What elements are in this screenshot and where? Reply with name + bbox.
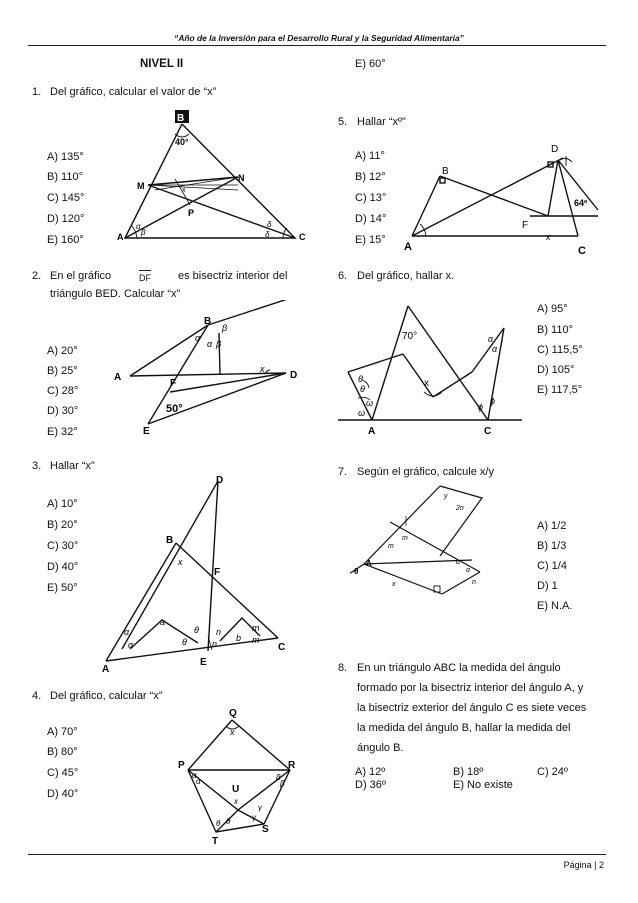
option-e: E) N.A. [537,600,573,612]
svg-text:ϕ: ϕ [478,402,484,412]
option-e: E) No existe [453,779,513,791]
option-b: B) 12° [355,171,386,183]
svg-text:α: α [492,344,498,354]
option-e: E) 50° [47,582,78,594]
problem-statement [357,658,607,758]
label-b: B [166,535,174,546]
svg-text:α: α [128,640,134,650]
angle-label: 50° [166,403,183,415]
svg-text:θ: θ [226,817,231,826]
option-c: C) 1/4 [537,560,567,572]
label-n: N [238,173,245,183]
figure-triangle-mnp [115,108,315,248]
label-f: F [170,378,177,389]
svg-text:β: β [276,773,281,782]
figure-quadrilateral-pqrs [170,700,315,845]
svg-text:ϕ: ϕ [490,396,496,406]
svg-text:2n: 2n [456,505,464,512]
svg-text:α: α [124,627,130,637]
problem-statement: Hallar “x” [50,460,95,472]
problem-statement: Hallar “xº” [357,116,406,128]
figure-angles-xy [350,482,500,607]
statement-line: ángulo B. [357,742,404,754]
problem-statement: Del gráfico, hallar x. [357,270,455,282]
figure-points-abcdf [398,140,608,258]
label-f: F [522,220,529,231]
svg-text:γ: γ [258,803,262,812]
angle-label: 64º [574,198,588,208]
option-b: B) 25° [47,365,78,377]
svg-text:n: n [216,627,222,637]
problem-4-option-e: E) 60° [355,58,386,70]
label-p: P [188,208,195,218]
svg-text:α: α [488,334,494,344]
label-a: A [114,372,122,383]
svg-text:θ: θ [194,625,199,635]
problem-number: 2. [32,270,42,282]
svg-text:x: x [178,557,183,567]
svg-text:y: y [444,493,448,500]
problem-statement-part: En el gráfico [50,270,112,282]
option-a: A) 95° [537,303,568,315]
label-d: D [290,370,298,381]
svg-text:m: m [388,543,394,550]
svg-text:n: n [212,639,218,649]
svg-text:β: β [216,339,222,349]
svg-text:n: n [472,579,476,586]
svg-text:x: x [182,187,186,194]
svg-text:x: x [392,581,396,588]
option-e: E) 32° [47,426,78,438]
svg-text:δ: δ [265,230,270,239]
problem-number: 6. [338,270,348,282]
option-b: B) 110° [47,171,83,183]
label-b: B [177,113,185,124]
label-a: A [368,426,376,437]
svg-text:x: x [546,232,551,242]
label-b: B [442,166,449,177]
svg-text:x: x [230,727,235,737]
svg-text:γ: γ [252,813,256,822]
label-q: Q [229,708,237,719]
option-c: C) 115,5° [537,344,583,356]
problem-statement: Según el gráfico, calcule x/y [357,466,494,478]
label-b: B [204,316,212,327]
option-b: B) 1/3 [537,540,567,552]
label-a: A [102,664,110,673]
option-a: A) 20° [47,345,78,357]
option-b: B) 110° [537,324,573,336]
header-rule [28,45,606,46]
label-u: U [232,784,240,795]
svg-text:α: α [196,777,201,786]
figure-triangle-abc [100,473,295,673]
problem-statement-part: es bisectriz interior del [178,270,288,282]
label-t: T [212,836,219,845]
figure-bisector-df [110,300,310,440]
option-b: B) 18º [453,766,484,778]
option-c: C) 145° [47,192,85,204]
svg-text:α: α [192,771,197,780]
option-a: A) 12º [355,766,386,778]
problem-statement: Del gráfico, calcular el valor de “x” [50,86,217,98]
svg-text:α: α [207,339,213,349]
option-d: D) 105° [537,364,575,376]
statement-line: la medida del ángulo B, hallar la medida del [357,722,571,734]
svg-text:A: A [366,559,372,568]
svg-text:b: b [236,633,242,643]
page-number: Página | 2 [563,860,604,870]
option-a: A) 10° [47,498,78,510]
label-d: D [216,475,224,486]
svg-text:θ: θ [182,637,187,647]
option-b: B) 20° [47,519,78,531]
option-c: C) 13° [355,192,387,204]
label-e: E [200,657,207,668]
label-e: E [143,426,150,437]
problem-number: 8. [338,662,348,674]
svg-text:θ: θ [216,819,221,828]
option-a: A) 135° [47,151,84,163]
segment-df: DF [139,270,151,285]
svg-text:β: β [280,779,285,788]
label-c: C [299,232,306,242]
problem-number: 4. [32,690,42,702]
label-c: C [484,426,492,437]
footer-rule [28,854,606,855]
svg-text:θ: θ [354,567,359,576]
statement-line: En un triángulo ABC la medida del ángulo [357,662,561,674]
label-r: R [288,760,296,771]
label-c: C [278,642,286,653]
statement-line: la bisectriz exterior del ángulo C es siete veces [357,702,587,714]
option-a: A) 70° [47,726,78,738]
label-a: A [117,232,124,242]
option-e: E) 160° [47,234,84,246]
label-f: F [214,567,221,578]
problem-statement: Del gráfico, calcular “x” [50,690,163,702]
level-title: NIVEL II [140,58,184,70]
option-d: D) 40° [47,788,79,800]
label-d: D [551,144,559,155]
figure-pentagon-ac [338,292,528,437]
option-b: B) 80° [47,746,78,758]
label-p: P [178,760,185,771]
option-d: D) 14° [355,213,387,225]
problem-statement-part: triángulo BED. Calcular “x” [50,288,181,300]
svg-text:δ: δ [267,220,272,229]
svg-text:α: α [136,222,141,231]
svg-text:β: β [222,323,228,333]
option-c: C) 24º [537,766,568,778]
option-d: D) 120° [47,213,85,225]
svg-text:x: x [234,797,238,806]
option-a: A) 11° [355,150,385,162]
svg-text:ω: ω [358,408,366,418]
option-d: D) 36º [355,779,386,791]
label-a: A [404,241,412,253]
svg-text:m: m [402,535,408,542]
page-header: “Año de la Inversión para el Desarrollo Rural y la Seguridad Alimentaria” [174,33,464,43]
option-c: C) 30° [47,540,79,552]
option-c: C) 45° [47,767,79,779]
problem-number: 5. [338,116,348,128]
svg-text:a: a [160,617,166,627]
svg-text:ω: ω [366,398,374,408]
svg-text:x: x [424,378,429,389]
svg-text:α: α [195,333,201,343]
svg-text:α: α [456,559,460,566]
option-a: A) 1/2 [537,520,567,532]
svg-text:θ: θ [358,374,363,384]
option-e: E) 117,5° [537,384,583,396]
problem-number: 3. [32,460,42,472]
option-e: E) 15° [355,234,386,246]
option-d: D) 40° [47,561,79,573]
option-d: D) 1 [537,580,558,592]
svg-text:α: α [466,567,470,574]
option-c: C) 28° [47,385,79,397]
angle-label: 70° [402,331,418,342]
svg-text:θ: θ [360,384,365,394]
angle-b-label: 40° [175,137,189,147]
option-d: D) 30° [47,405,79,417]
svg-text:m: m [252,635,260,645]
problem-number: 1. [32,86,42,98]
svg-text:m: m [252,623,260,633]
label-m: M [137,181,145,191]
label-s: S [262,824,269,835]
label-c: C [578,245,586,257]
statement-line: formado por la bisectriz interior del ángulo A, y [357,682,584,694]
svg-text:x: x [260,364,265,374]
problem-number: 7. [338,466,348,478]
svg-text:β: β [141,228,146,237]
